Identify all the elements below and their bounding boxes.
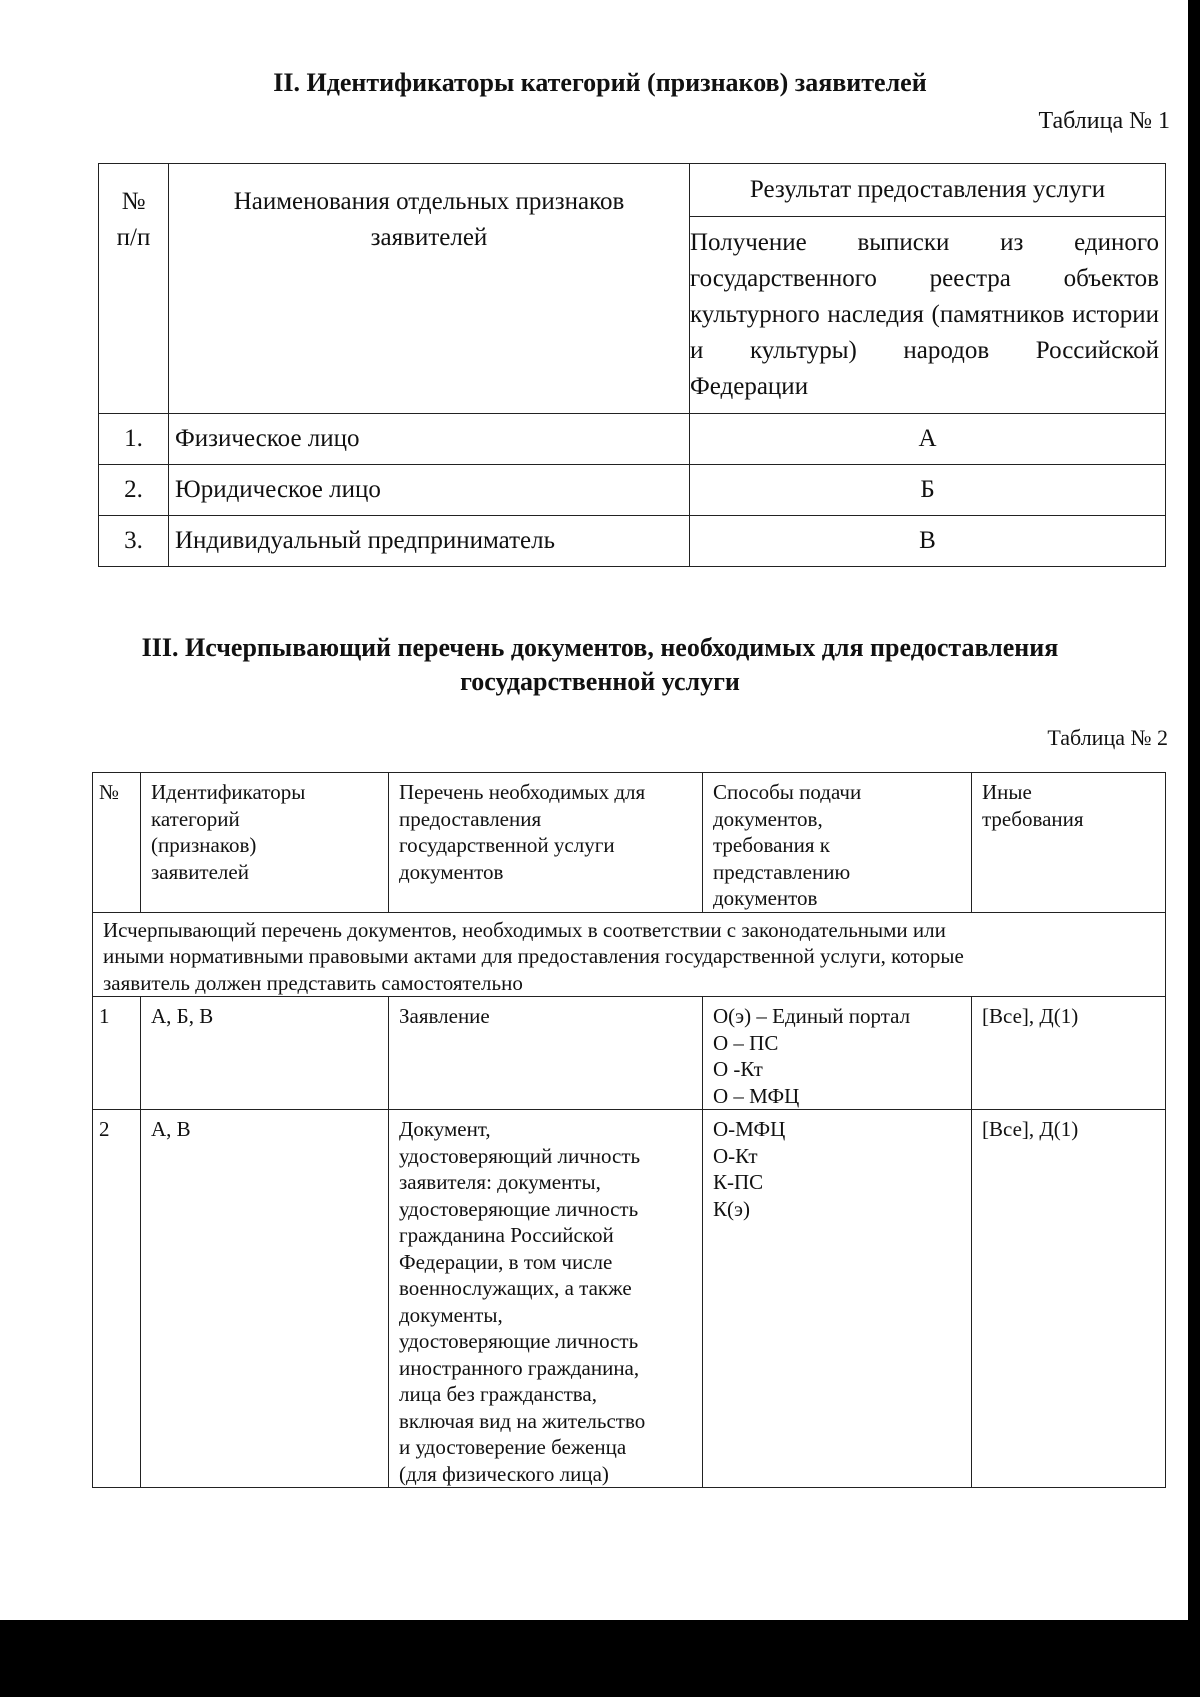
header-line: государственной услуги [399,833,615,857]
documents-scope-text [93,912,1166,997]
table-row [99,465,1166,516]
method-line: О-МФЦ [713,1117,786,1141]
table-row [93,997,1166,1110]
document-line: иностранного гражданина, [399,1355,640,1380]
header-line: требования к [713,833,830,857]
section-3-title-line-1: III. Исчерпывающий перечень документов, необходимых для предоставления [141,633,1059,662]
result-description: Получение выписки из единого государственного реестра объектов культурного наследия (памятников истории и культуры) народов Российской Федерации [690,217,1166,414]
row-methods [703,1110,972,1488]
document-line: включая вид на жительство [399,1408,646,1433]
table-row [99,516,1166,567]
table-1-caption: Таблица № 1 [1038,108,1170,134]
row-other: [Все], Д(1) [972,1110,1166,1488]
col-num-header [99,164,169,414]
header-methods [703,773,972,913]
document-line: Федерации, в том числе [399,1249,613,1274]
header-line: предоставления [399,806,542,831]
scan-right-border [1188,0,1200,1697]
scope-line: Исчерпывающий перечень документов, необходимых в соответствии с законодательными или [103,917,946,942]
applicant-categories-table [98,163,1166,567]
header-num: № [93,773,141,913]
header-line: заявителей [151,859,249,884]
documents-scope-row [93,912,1166,997]
scope-line: иными нормативными правовыми актами для предоставления государственной услуги, которые [103,944,964,968]
document-line: удостоверяющие личность [399,1329,639,1353]
row-document [389,1110,703,1488]
header-line: Идентификаторы [151,780,306,804]
row-label: Юридическое лицо [169,465,690,516]
header-line: Способы подачи [713,780,862,804]
row-identifiers: А, В [141,1110,389,1488]
documents-table-header [93,773,1166,913]
row-num: 3. [99,516,169,567]
row-code: Б [690,465,1166,516]
row-other: [Все], Д(1) [972,997,1166,1110]
row-identifiers: А, Б, В [141,997,389,1110]
document-line: удостоверяющий личность [399,1143,641,1168]
col-name-header [169,164,690,414]
method-line: О(э) – Единый портал [713,1004,911,1028]
row-document [389,997,703,1110]
documents-table [92,772,1166,1488]
method-line: О – МФЦ [713,1083,800,1108]
header-line: документов, [713,806,823,831]
row-code: В [690,516,1166,567]
section-2-title: II. Идентификаторы категорий (признаков) заявителей [273,68,927,97]
scan-bottom-border [0,1620,1200,1697]
document-line: гражданина Российской [399,1223,614,1247]
row-num: 1 [93,997,141,1110]
table-2-caption: Таблица № 2 [1047,725,1168,750]
document-line: Документ, [399,1117,491,1141]
header-other [972,773,1166,913]
row-label: Индивидуальный предприниматель [169,516,690,567]
table-row [93,1110,1166,1488]
header-line: Перечень необходимых для [399,780,646,804]
col-result-header: Результат предоставления услуги [690,164,1166,217]
col-num-header-text: № п/п [116,188,151,251]
document-line: и удостоверение беженца [399,1435,627,1459]
method-line: О-Кт [713,1143,758,1168]
document-line: (для физического лица) [399,1461,609,1486]
method-line: О -Кт [713,1057,763,1081]
row-num: 1. [99,414,169,465]
table-row [99,414,1166,465]
document-line: военнослужащих, а также [399,1276,632,1300]
scope-line: заявитель должен представить самостоятельно [103,970,523,995]
header-identifiers [141,773,389,913]
document-line: лица без гражданства, [399,1382,597,1406]
header-documents [389,773,703,913]
row-methods [703,997,972,1110]
header-line: (признаков) [151,833,257,857]
header-line: документов [713,886,818,910]
row-num: 2. [99,465,169,516]
method-line: К-ПС [713,1170,764,1194]
header-line: представлению [713,859,851,884]
header-line: документов [399,859,504,884]
header-line: требования [982,806,1084,831]
header-line: Иные [982,780,1032,804]
row-label: Физическое лицо [169,414,690,465]
method-line: О – ПС [713,1030,779,1055]
document-line: удостоверяющие личность [399,1196,639,1221]
col-name-header-text: Наименования отдельных признаков заявителей [233,188,625,251]
document-line: заявителя: документы, [399,1170,601,1194]
header-line: категорий [151,806,240,831]
document-line: Заявление [399,1004,490,1028]
method-line: К(э) [713,1196,751,1221]
section-3-title-line-2: государственной услуги [460,667,740,696]
document-line: документы, [399,1302,503,1327]
row-code: А [690,414,1166,465]
row-num: 2 [93,1110,141,1488]
